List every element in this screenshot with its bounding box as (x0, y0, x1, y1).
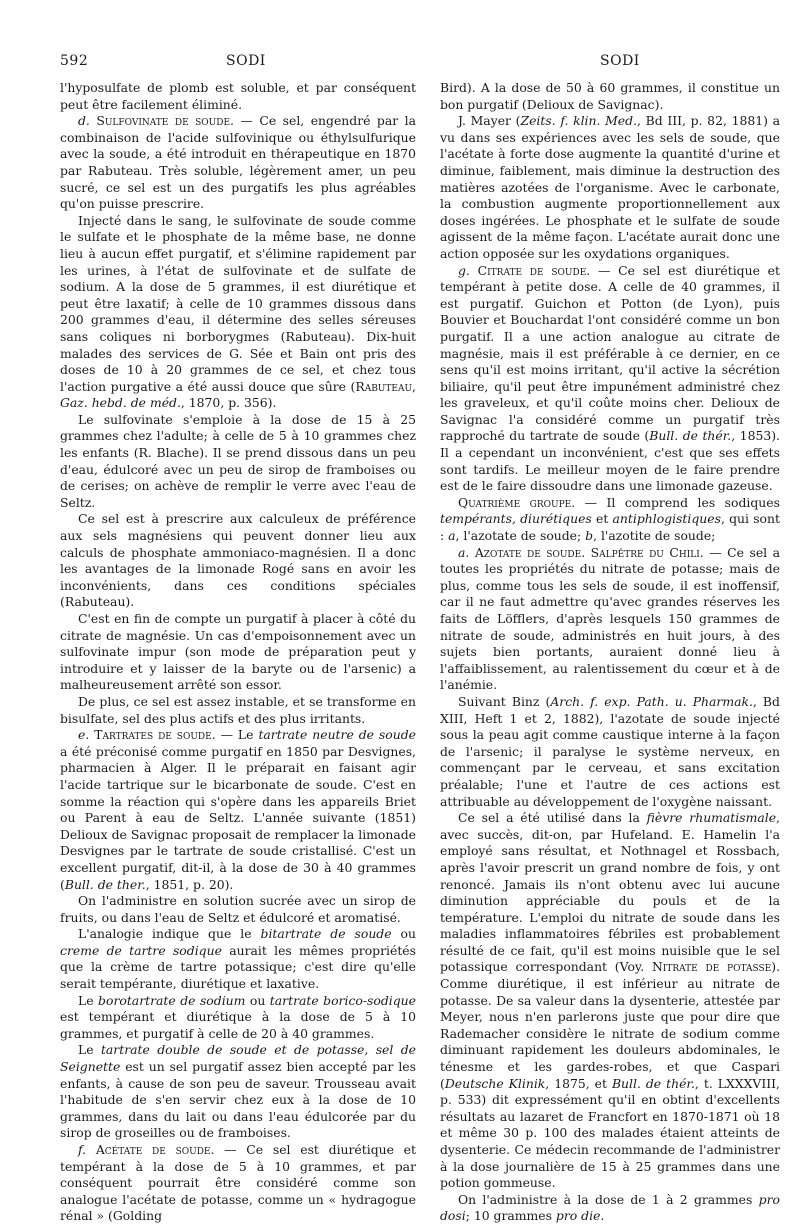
paragraph (60, 1042, 416, 1142)
running-header (0, 53, 800, 73)
text-run: L'analogie indique que le (78, 926, 261, 942)
italic-run: bitartrate de soude (260, 926, 392, 942)
paragraph (440, 545, 780, 694)
italic-run: pro die (555, 1208, 601, 1224)
italic-run: Bull. de ther. (64, 876, 146, 892)
italic-run: tartrate double de soude et de potasse, sel de Seignette (60, 1042, 416, 1075)
header-left-title: SODI (226, 53, 266, 69)
text-run: ou (391, 926, 416, 942)
text-run: Le (78, 1042, 101, 1058)
paragraph (60, 727, 416, 893)
text-run: . (600, 1208, 605, 1224)
text-run: , Bd III, p. 82, 1881) a vu dans ses expériences avec les sels de soude, que l'acétate à forte dose augmente la quantité d'urine et diminue, faiblement, mais diminue la destruction des matières azotées de l'organisme. Avec le carbonate, la combustion augmente proportionnellement aux doses ingérées. Le phosphate et le sulfate de soude agissent de la même façon. L'acétate aurait donc une action opposée sur les oxydations organiques. (440, 113, 780, 261)
text-run: Le sulfovinate s'emploie à la dose de 15 à 25 grammes chez l'adulte; à celle de 5 à 10 grammes chez les enfants (R. Blache). Il se prend dissous dans un peu d'eau, édulcoré avec un peu de sirop de framboises ou de cerises; on achève de remplir le verre avec l'eau de Seltz. (60, 411, 416, 510)
italic-run: fièvre rhumatismale (646, 810, 777, 826)
paragraph (440, 694, 780, 810)
text-run: ). Comme diurétique, il est inférieur au nitrate de potasse. De sa valeur dans la dysenterie, attestée par Meyer, nous n'en parlerons juste que pour dire que Rademacher considère le nitrate de sodium comme diminuant rapidement les douleurs abdominales, le ténesme et les gardes-robes, et que Caspari ( (440, 959, 781, 1091)
text-run: De plus, ce sel est assez instable, et se transforme en bisulfate, sel des plus actifs et des plus irritants. (60, 693, 416, 726)
italic-run: a (448, 528, 456, 544)
paragraph (60, 993, 416, 1043)
text-run: ; 10 grammes (465, 1208, 556, 1224)
text-run: Ce sel est à prescrire aux calculeux de préférence aux sels magnésiens qui peuvent donner lieu aux calculs de phosphate ammoniaco-magnésien. Il a donc les avantages de la limonade Rogé sans en avoir les inconvénients, dans ces conditions spéciales (Rabuteau). (60, 511, 416, 610)
text-run: aurait les mêmes propriétés que la crème de tartre potassique; c'est dire qu'elle serait tempérante, diurétique et laxative. (60, 942, 417, 992)
text-run: On l'administre à la dose de 1 à 2 grammes (458, 1191, 759, 1207)
text-run: Injecté dans le sang, le sulfovinate de soude comme le sulfate et le phosphate de la même base, ne donne lieu à aucun effet purgatif, et s'élimine rapidement par les urines, à l'état de sulfovinate et de sulfate de sodium. A la dose de 5 grammes, il est diurétique et peut être laxatif; à celle de 10 grammes dissous dans 200 grammes d'eau, il détermine des selles séreuses sans coliques ni borborygmes (Rabuteau). Dix-huit malades des services de G. Sée et Bain ont pris des doses de 10 à 20 grammes de ce sel, et chez tous l'action purgative a été aussi douce que sûre ( (60, 212, 416, 394)
small-caps-run: Acétate de soude. (86, 1142, 215, 1157)
small-caps-run: Citrate de soude. (469, 262, 591, 278)
italic-run: pro dosi (440, 1191, 780, 1224)
text-run: , l'azotate de soude; (455, 528, 586, 544)
paragraph (440, 1192, 780, 1225)
small-caps-run: Nitrate de potasse (651, 959, 772, 975)
paragraph (60, 926, 416, 992)
text-run: , 1851, p. 20). (145, 876, 234, 892)
text-run: , t. LXXXVIII, p. 533) dit expressément qu'il en obtint d'excellents résultats au lazaret de Francfort en 1870-1871 où 18 et même 30 p. 100 des malades étaient atteints de dysenterie. Ce médecin recommande de l'administrer à la dose journalière de 15 à 25 grammes dans une potion gommeuse. (440, 1075, 780, 1191)
italic-run: Deutsche Klinik (444, 1075, 546, 1091)
text-run: — Ce sel a toutes les propriétés du nitrate de potasse; mais de plus, comme tous les sels de soude, il est inoffensif, car il ne faut admettre qu'avec grandes réserves les faits de Löfflers, d'après lesquels 150 grammes de nitrate de soude, administrés en huit jours, à des sujets bien portants, auraient donné lieu à l'affaiblissement, au ralentissement du cœur et à de l'anémie. (440, 544, 780, 693)
text-run: — Ce sel, engendré par la combinaison de l'acide sulfovinique ou éthylsulfurique avec la soude, a été introduit en thérapeutique en 1870 par Rabuteau. Très soluble, légèrement amer, un peu sucré, ce sel est un des purgatifs les plus agréables qu'on puisse prescrire. (60, 113, 416, 212)
small-caps-run: Tartrates de soude. (89, 727, 216, 743)
italic-run: g. (458, 262, 470, 278)
paragraph (60, 213, 416, 412)
text-run: , (412, 378, 416, 394)
small-caps-run: Rabuteau (355, 378, 413, 394)
text-run: est un sel purgatif assez bien accepté par les enfants, à cause de son peu de saveur. Trousseau avait l'habitude de s'en servir chez eux à la dose de 10 grammes, dans du lait ou dans l'eau édulcorée par du sirop de groseilles ou de framboises. (60, 1059, 416, 1141)
italic-run: f. (78, 1142, 87, 1157)
paragraph (440, 495, 780, 545)
text-run: est tempérant et diurétique à la dose de 5 à 10 grammes, et purgatif à celle de 20 à 40 grammes. (60, 1009, 416, 1041)
text-run: Ce sel a été utilisé dans la (458, 810, 647, 826)
paragraph (60, 893, 416, 926)
paragraph (440, 80, 780, 113)
italic-run: b (585, 528, 594, 544)
italic-run: tartrate borico-sodique (269, 992, 416, 1008)
italic-run: a. (458, 544, 470, 560)
text-run: On l'administre en solution sucrée avec un sirop de fruits, ou dans l'eau de Seltz et édulcoré et aromatisé. (60, 893, 416, 925)
paragraph (60, 412, 416, 512)
italic-run: tartrate neutre de soude (258, 727, 416, 743)
header-right-title: SODI (600, 53, 640, 69)
text-run: J. Mayer ( (458, 113, 521, 129)
small-caps-run: Sulfovinate de soude. (89, 113, 234, 129)
italic-run: d. (78, 113, 90, 129)
text-run: Suivant Binz ( (458, 693, 551, 709)
paragraph (440, 810, 780, 1192)
text-run: , l'azotite de soude; (593, 528, 716, 544)
text-run: , qui sont : (440, 511, 780, 544)
page-number: 592 (60, 53, 89, 69)
text-run: Le (78, 992, 99, 1008)
text-run: — Ce sel est diurétique et tempérant à petite dose. A celle de 40 grammes, il est purgatif. Guichon et Potton (de Lyon), puis Bouvier et Bouchardat l'ont considéré comme un bon purgatif. Il a une action analogue au citrate de magnésie, mais il est préférable à ce dernier, en ce sens qu'il est moins irritant, qu'il active la sécrétion biliaire, qu'il peut être impunément administré chez les graveleux, et qu'il coûte moins cher. Delioux de Savignac l'a considéré comme un purgatif très rapproché du tartrate de soude ( (440, 262, 780, 444)
small-caps-run: Quatrième groupe. (458, 494, 576, 510)
text-run: l'hyposulfate de plomb est soluble, et par conséquent peut être facilement éliminé. (60, 80, 416, 112)
left-column (60, 80, 416, 1225)
text-run: — Le (215, 727, 259, 743)
paragraph (60, 113, 416, 213)
italic-run: tempérants, diurétiques (440, 511, 592, 527)
text-run: , avec succès, dit-on, par Hufeland. E. Hamelin l'a employé sans résultat, et Nothnagel et Rossbach, après l'avoir prescrit un grand nombre de fois, y ont renoncé. Jamais ils n'ont obtenu avec lui aucune diminution appréciable du pouls et de la température. L'emploi du nitrate de soude dans les maladies inflammatoires fébriles est probablement résulté de ce fait, qu'il est moins nuisible que le sel potassique correspondant (Voy. (440, 810, 780, 975)
paragraph (60, 80, 416, 113)
text-run: , 1870, p. 356). (180, 395, 277, 411)
paragraph (440, 263, 780, 495)
italic-run: e. (78, 727, 90, 743)
italic-run: Zeits. f. klin. Med. (520, 113, 638, 129)
italic-run: Bull. de thér. (649, 428, 732, 444)
text-run: a été préconisé comme purgatif en 1850 par Desvignes, pharmacien à Alger. Il le préparait en faisant agir l'acide tartrique sur le bicarbonate de soude. C'est en somme la réaction qui s'opère dans les appareils Briet ou Parent à eau de Seltz. L'année suivante (1851) Delioux de Savignac proposait de remplacer la limonade Desvignes par le tartrate de soude cristallisé. C'est un excellent purgatif, dit-il, à la dose de 30 à 40 grammes ( (60, 743, 416, 892)
text-run: Bird). A la dose de 50 à 60 grammes, il constitue un bon purgatif (Delioux de Savignac). (440, 80, 780, 112)
text-run: , 1875, et (545, 1075, 612, 1091)
paragraph (60, 694, 416, 727)
italic-run: borotartrate de sodium (98, 992, 246, 1008)
text-run: ou (245, 992, 270, 1008)
text-run: , Bd XIII, Heft 1 et 2, 1882), l'azotate de soude injecté sous la peau agit comme caustique interne à la façon de l'arsenic; il paralyse le système nerveux, en commençant par le cerveau, et sans excitation préalable; l'une et l'autre de ces actions est attribuable au développement de l'oxygène naissant. (440, 693, 780, 809)
text-run: et (591, 511, 613, 527)
italic-run: Gaz. hebd. de méd. (60, 395, 181, 411)
paragraph (60, 611, 416, 694)
text-run: , 1853). Il a cependant un inconvénient, c'est que ses effets sont tardifs. Le meilleur moyen de le faire prendre est de le faire dissoudre dans une limonade gazeuse. (440, 428, 780, 494)
italic-run: antiphlogistiques (612, 511, 721, 527)
italic-run: creme de tartre sodique (60, 942, 222, 958)
small-caps-run: Azotate de soude. Salpêtre du Chili. (469, 544, 704, 560)
paragraph (440, 113, 780, 262)
italic-run: Bull. de thér. (611, 1075, 695, 1091)
italic-run: Arch. f. exp. Path. u. Pharmak. (550, 693, 753, 709)
paragraph (60, 511, 416, 611)
text-run: C'est en fin de compte un purgatif à placer à côté du citrate de magnésie. Un cas d'empoisonnement avec un sulfovinate impur (son mode de préparation peut y introduire et y laisser de la baryte ou de l'arsenic) a malheureusement arrêté son essor. (60, 611, 416, 693)
text-run: — Ce sel est diurétique et tempérant à la dose de 5 à 10 grammes, et par conséquent pourrait être considéré comme son analogue l'acétate de potasse, comme un « hydragogue rénal » (Golding (60, 1142, 416, 1224)
text-run: — Il comprend les sodiques (575, 494, 780, 510)
right-column (440, 80, 780, 1225)
